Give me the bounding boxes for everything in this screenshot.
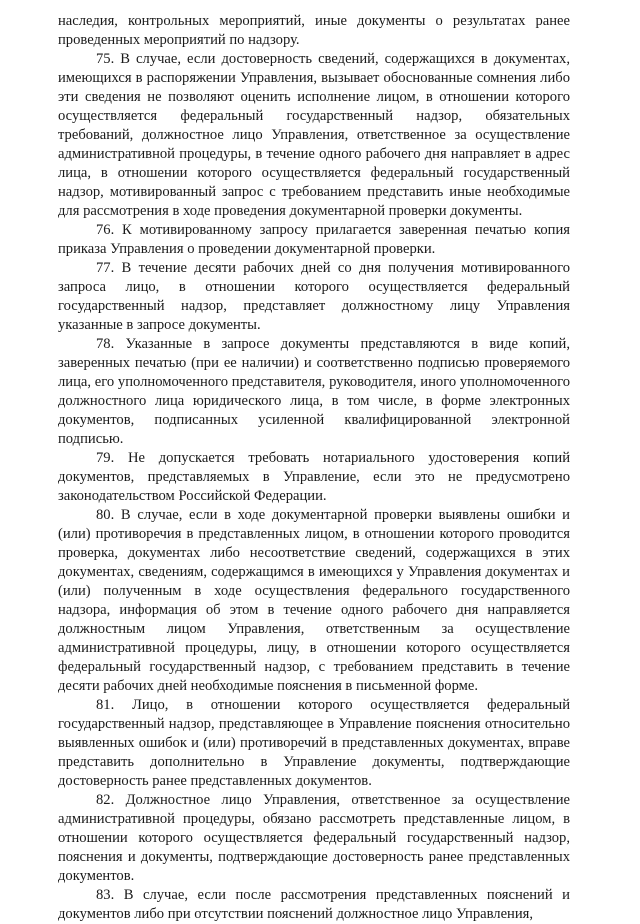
paragraph-continuation: наследия, контрольных мероприятий, иные документы о результатах ранее проведенных мероприятий по надзору. — [58, 13, 570, 48]
paragraph-78: 78. Указанные в запросе документы представляются в виде копий, заверенных печатью (при ее наличии) и соответственно подписью проверяемого лица, его уполномоченного представителя, руководителя, иного уполномоченного должностного лица юридического лица, в том числе, в форме электронных документов, подписанных усиленной квалифицированной электронной подписью. — [58, 336, 570, 447]
paragraph-83: 83. В случае, если после рассмотрения представленных пояснений и документов либо при отсутствии пояснений должностное лицо Управления, — [58, 887, 570, 922]
paragraph-75: 75. В случае, если достоверность сведений, содержащихся в документах, имеющихся в распоряжении Управления, вызывает обоснованные сомнения либо эти сведения не позволяют оценить исполнение лицом, в отношении которого осуществляется федеральный государственный надзор, обязательных требований, должностное лицо Управления, ответственное за осуществление административной процедуры, в течение одного рабочего дня направляет в адрес лица, в отношении которого осуществляется федеральный государственный надзор, мотивированный запрос с требованием представить иные необходимые для рассмотрения в ходе проведения документарной проверки документы. — [58, 51, 570, 219]
paragraph-82: 82. Должностное лицо Управления, ответственное за осуществление административной процедуры, обязано рассмотреть представленные лицом, в отношении которого осуществляется федеральный государственный надзор, пояснения и документы, подтверждающие достоверность ранее представленных документов. — [58, 792, 570, 884]
paragraph-80: 80. В случае, если в ходе документарной проверки выявлены ошибки и (или) противоречия в представленных лицом, в отношении которого проводится проверка, документах либо несоответствие сведений, содержащихся в этих документах, сведениям, содержащимся в имеющихся у Управления документах и (или) полученным в ходе осуществления федерального государственного надзора, информация об этом в течение одного рабочего дня направляется должностным лицом Управления, ответственным за осуществление административной процедуры, лицу, в отношении которого осуществляется федеральный государственный надзор, с требованием представить в течение десяти рабочих дней необходимые пояснения в письменной форме. — [58, 507, 570, 694]
paragraph-76: 76. К мотивированному запросу прилагается заверенная печатью копия приказа Управления о проведении документарной проверки. — [58, 222, 570, 257]
document-page — [58, 12, 570, 924]
paragraph-79: 79. Не допускается требовать нотариального удостоверения копий документов, представляемых в Управление, если это не предусмотрено законодательством Российской Федерации. — [58, 450, 570, 504]
paragraph-81: 81. Лицо, в отношении которого осуществляется федеральный государственный надзор, представляющее в Управление пояснения относительно выявленных ошибок и (или) противоречий в представленных документах, вправе представить дополнительно в Управление документы, подтверждающие достоверность ранее представленных документов. — [58, 697, 570, 789]
paragraph-77: 77. В течение десяти рабочих дней со дня получения мотивированного запроса лицо, в отношении которого осуществляется федеральный государственный надзор, представляет должностному лицу Управления указанные в запросе документы. — [58, 260, 570, 333]
